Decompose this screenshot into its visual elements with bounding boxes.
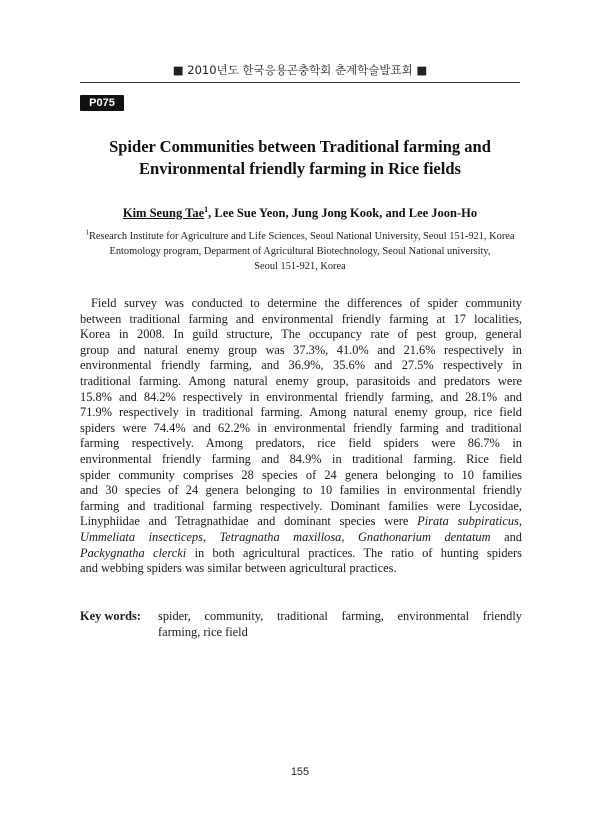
abstract-line: farming respectively. Among predators, rice field spiders were 86.7% in xyxy=(80,436,522,451)
keywords-text xyxy=(158,608,522,640)
abstract-line: environmental friendly farming and 84.9% in traditional farming. Rice field xyxy=(80,451,522,466)
affiliation-mark: 1 xyxy=(85,228,89,237)
page-number: 155 xyxy=(290,766,310,778)
abstract-line: between traditional farming and environmental friendly farming at 17 localities, xyxy=(80,311,522,326)
affiliation-line-2: Entomology program, Deparment of Agricultural Biotechnology, Seoul National university, xyxy=(109,246,491,257)
conference-header: ■ 2010년도 한국응용곤충학회 춘계학술발표회 ■ xyxy=(172,63,428,77)
title-line-2: Environmental friendly farming in Rice fields xyxy=(139,159,461,178)
title-line-1: Spider Communities between Traditional farming and xyxy=(109,137,491,156)
abstract-line: Linyphiidae and Tetragnathidae and dominant species were Pirata subpiraticus, xyxy=(80,514,522,529)
keywords-line: farming, rice field xyxy=(158,625,248,639)
affiliation xyxy=(75,229,525,274)
affiliation-line-3: Seoul 151-921, Korea xyxy=(254,261,346,272)
abstract-line: and 30 species of 24 genera belonging to 10 families in environmental friendly xyxy=(80,483,522,498)
species-name: Tetragnatha maxillosa xyxy=(219,529,342,544)
abstract-line: and webbing spiders was similar between agricultural practices. xyxy=(80,561,397,576)
species-name: Gnathonarium dentatum xyxy=(357,529,491,544)
abstract-line: traditional farming. Among natural enemy group, parasitoids and predators were xyxy=(80,373,522,388)
paper-code-badge: P075 xyxy=(80,95,124,111)
abstract-line: 71.9% respectively in traditional farming. Among natural enemy group, rice field xyxy=(80,405,522,420)
abstract-line: Packygnatha clercki in both agricultural practices. The ratio of hunting spiders xyxy=(80,545,522,560)
abstract-body xyxy=(80,296,522,577)
abstract-line: group and natural enemy group was 37.3%, 41.0% and 21.6% respectively in xyxy=(80,342,522,357)
species-name: Packygnatha clercki xyxy=(80,545,187,560)
abstract-line: Field survey was conducted to determine the differences of spider community xyxy=(91,296,522,310)
species-name: Pirata subpiraticus xyxy=(417,514,519,529)
abstract-line: spider community comprises 28 species of 24 genera belonging to 10 families xyxy=(80,467,522,482)
abstract-line: Ummeliata insecticeps, Tetragnatha maxillosa, Gnathonarium dentatum and xyxy=(80,529,522,544)
keywords-label: Key words: xyxy=(80,609,141,623)
abstract-line: spiders were 74.4% and 62.2% in environmental friendly farming and traditional xyxy=(80,420,522,435)
abstract-line: 15.8% and 84.2% respectively in environmental friendly farming, and 28.1% and xyxy=(80,389,522,404)
keywords-line: spider, community, traditional farming, environmental friendly xyxy=(158,609,522,623)
paper-title xyxy=(60,136,540,180)
first-author-affiliation-mark: 1 xyxy=(204,204,209,214)
abstract-line: environmental friendly farming, and 36.9%, 35.6% and 27.5% respectively in xyxy=(80,358,522,373)
other-authors: , Lee Sue Yeon, Jung Jong Kook, and Lee Joon-Ho xyxy=(208,206,478,220)
header-rule xyxy=(80,82,520,83)
author-list xyxy=(60,205,540,221)
abstract-line: Korea in 2008. In guild structure, The occupancy rate of pest group, general xyxy=(80,327,522,342)
affiliation-line-1: $^1$Research Institute for Agriculture and Life Sciences, Seoul National University, Seoul 151-921, Korea xyxy=(85,228,515,242)
abstract-line: farming and traditional farming respectively. Dominant families were Lycosidae, xyxy=(80,498,522,513)
first-author: Kim Seung Tae xyxy=(122,206,205,220)
species-name: Ummeliata insecticeps xyxy=(80,529,203,544)
